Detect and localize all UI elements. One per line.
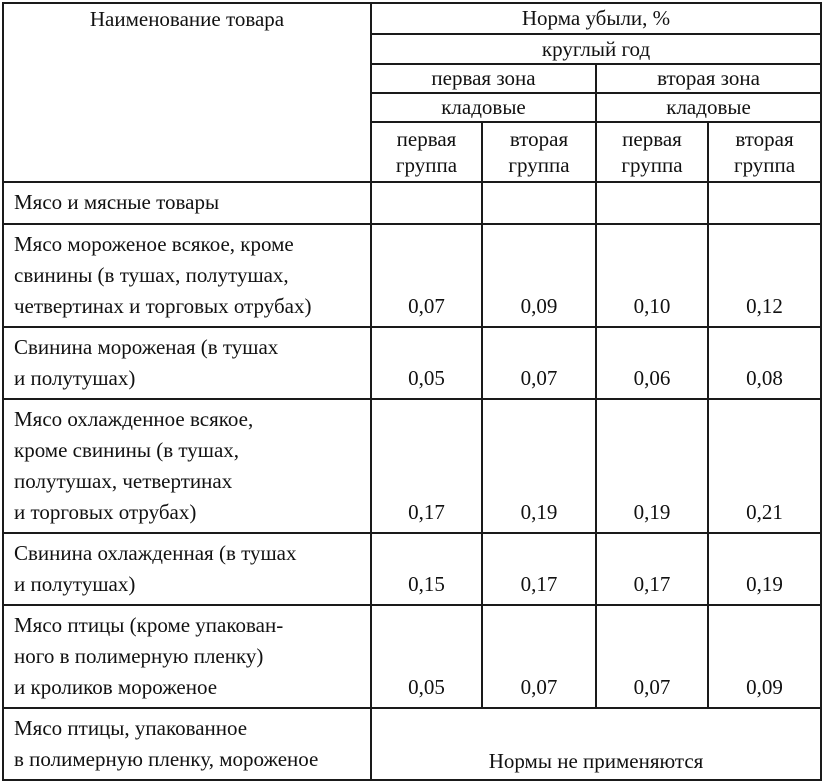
row-value-cell bbox=[596, 182, 708, 224]
header-row-norm bbox=[3, 3, 821, 34]
row-value-z2-g2: 0,09 bbox=[708, 605, 821, 708]
table-row-packaged-poultry bbox=[3, 708, 821, 780]
row-value-z2-g1: 0,17 bbox=[596, 533, 708, 605]
row-value-cell bbox=[371, 182, 482, 224]
header-norm: Норма убыли, % bbox=[371, 3, 821, 34]
row-value-z2-g2: 0,21 bbox=[708, 399, 821, 533]
row-value-z1-g2: 0,19 bbox=[482, 399, 596, 533]
header-zone-2-group-1: первая группа bbox=[596, 122, 708, 182]
header-zone-1-group-1: первая группа bbox=[371, 122, 482, 182]
row-note-not-applicable: Нормы не применяются bbox=[371, 708, 821, 780]
header-zone-1: первая зона bbox=[371, 64, 596, 93]
row-value-z1-g1: 0,17 bbox=[371, 399, 482, 533]
row-value-cell bbox=[482, 182, 596, 224]
row-name: Мясо мороженое всякое, кроме свинины (в тушах, полутушах, четвертинах и торговых отрубах) bbox=[3, 224, 371, 327]
row-value-z2-g1: 0,10 bbox=[596, 224, 708, 327]
table-row-frozen-poultry bbox=[3, 605, 821, 708]
row-name: Мясо и мясные товары bbox=[3, 182, 371, 224]
row-value-z1-g2: 0,17 bbox=[482, 533, 596, 605]
row-value-z2-g1: 0,06 bbox=[596, 327, 708, 399]
row-name: Мясо охлажденное всякое, кроме свинины (в тушах, полутушах, четвертинах и торговых отрубах) bbox=[3, 399, 371, 533]
row-value-z1-g1: 0,15 bbox=[371, 533, 482, 605]
row-value-z2-g1: 0,07 bbox=[596, 605, 708, 708]
header-zone-2-group-2: вторая группа bbox=[708, 122, 821, 182]
row-value-z1-g2: 0,09 bbox=[482, 224, 596, 327]
header-product-name: Наименование товара bbox=[3, 3, 371, 182]
row-value-z1-g1: 0,05 bbox=[371, 605, 482, 708]
table-row-frozen-pork bbox=[3, 327, 821, 399]
table-row-meat-products bbox=[3, 182, 821, 224]
table-row-chilled-pork bbox=[3, 533, 821, 605]
row-value-z1-g2: 0,07 bbox=[482, 605, 596, 708]
row-name: Свинина мороженая (в тушах и полутушах) bbox=[3, 327, 371, 399]
row-value-cell bbox=[708, 182, 821, 224]
header-zone-1-storage: кладовые bbox=[371, 93, 596, 122]
row-value-z1-g1: 0,05 bbox=[371, 327, 482, 399]
header-period: круглый год bbox=[371, 34, 821, 64]
row-name: Свинина охлажденная (в тушах и полутушах) bbox=[3, 533, 371, 605]
header-zone-1-group-2: вторая группа bbox=[482, 122, 596, 182]
row-value-z2-g2: 0,08 bbox=[708, 327, 821, 399]
shrinkage-norms-table bbox=[2, 2, 822, 781]
row-name: Мясо птицы (кроме упакован- ного в полимерную пленку) и кроликов мороженое bbox=[3, 605, 371, 708]
row-value-z2-g1: 0,19 bbox=[596, 399, 708, 533]
table-row-frozen-meat bbox=[3, 224, 821, 327]
row-value-z2-g2: 0,19 bbox=[708, 533, 821, 605]
header-zone-2-storage: кладовые bbox=[596, 93, 821, 122]
header-zone-2: вторая зона bbox=[596, 64, 821, 93]
row-value-z1-g2: 0,07 bbox=[482, 327, 596, 399]
row-value-z2-g2: 0,12 bbox=[708, 224, 821, 327]
row-name: Мясо птицы, упакованное в полимерную пленку, мороженое bbox=[3, 708, 371, 780]
row-value-z1-g1: 0,07 bbox=[371, 224, 482, 327]
table-row-chilled-meat bbox=[3, 399, 821, 533]
